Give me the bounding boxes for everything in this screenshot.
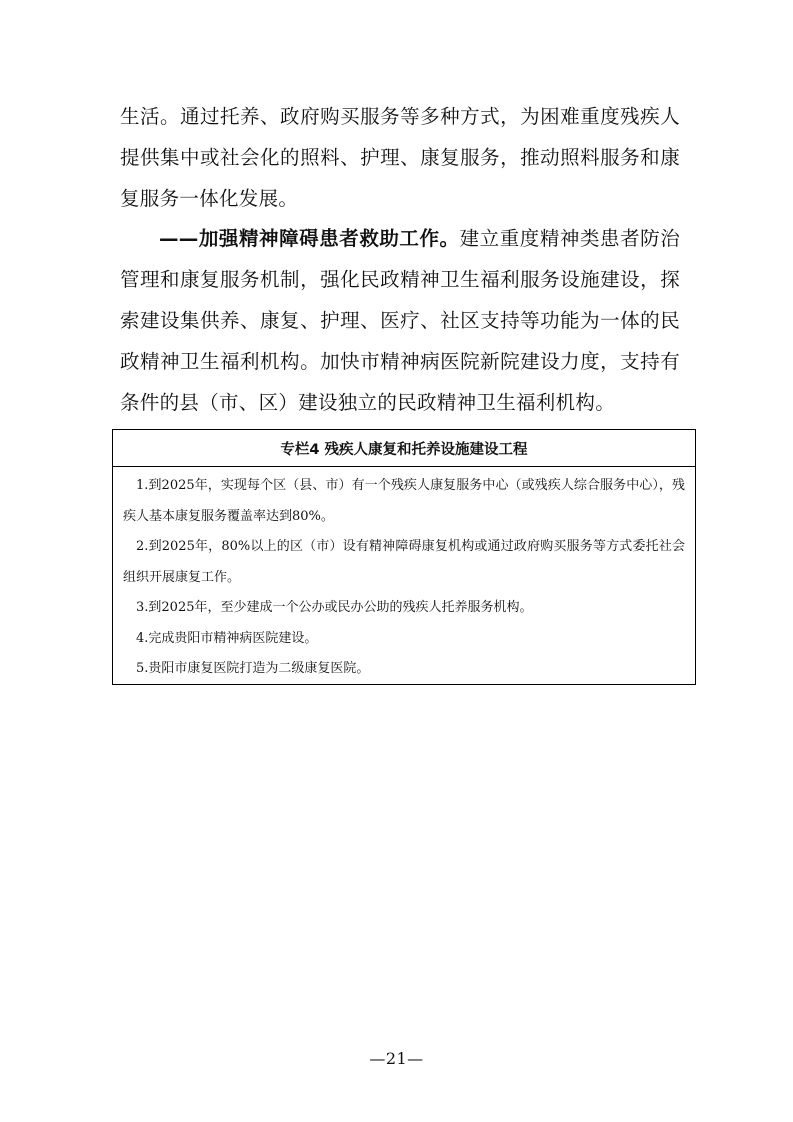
column-box-items xyxy=(113,467,695,685)
paragraph-mental-health-assistance xyxy=(120,219,680,423)
column-box xyxy=(112,429,696,685)
list-item: 1.到2025年，实现每个区（县、市）有一个残疾人康复服务中心（或残疾人综合服务中心），残疾人基本康复服务覆盖率达到80%。 xyxy=(123,478,685,524)
list-item: 3.到2025年，至少建成一个公办或民办公助的残疾人托养服务机构。 xyxy=(136,600,533,615)
list-item: 2.到2025年，80%以上的区（市）设有精神障碍康复机构或通过政府购买服务等方式委托社会组织开展康复工作。 xyxy=(123,539,685,585)
paragraph-lead: ——加强精神障碍患者救助工作。 xyxy=(159,227,460,251)
column-box-title: 专栏4 残疾人康复和托养设施建设工程 xyxy=(113,430,695,467)
paragraph-continuation xyxy=(120,97,680,219)
paragraph-text: 生活。通过托养、政府购买服务等多种方式，为困难重度残疾人提供集中或社会化的照料、护理、康复服务，推动照料服务和康复服务一体化发展。 xyxy=(120,105,680,210)
paragraph-text: 建立重度精神类患者防治管理和康复服务机制，强化民政精神卫生福利服务设施建设，探索建设集供养、康复、护理、医疗、社区支持等功能为一体的民政精神卫生福利机构。加快市精神病医院新院建设力度，支持有条件的县（市、区）建设独立的民政精神卫生福利机构。 xyxy=(120,227,680,414)
page-number: —21— xyxy=(369,1049,424,1068)
list-item: 5.贵阳市康复医院打造为二级康复医院。 xyxy=(136,661,370,676)
body-text xyxy=(120,97,680,423)
list-item: 4.完成贵阳市精神病医院建设。 xyxy=(136,630,318,646)
